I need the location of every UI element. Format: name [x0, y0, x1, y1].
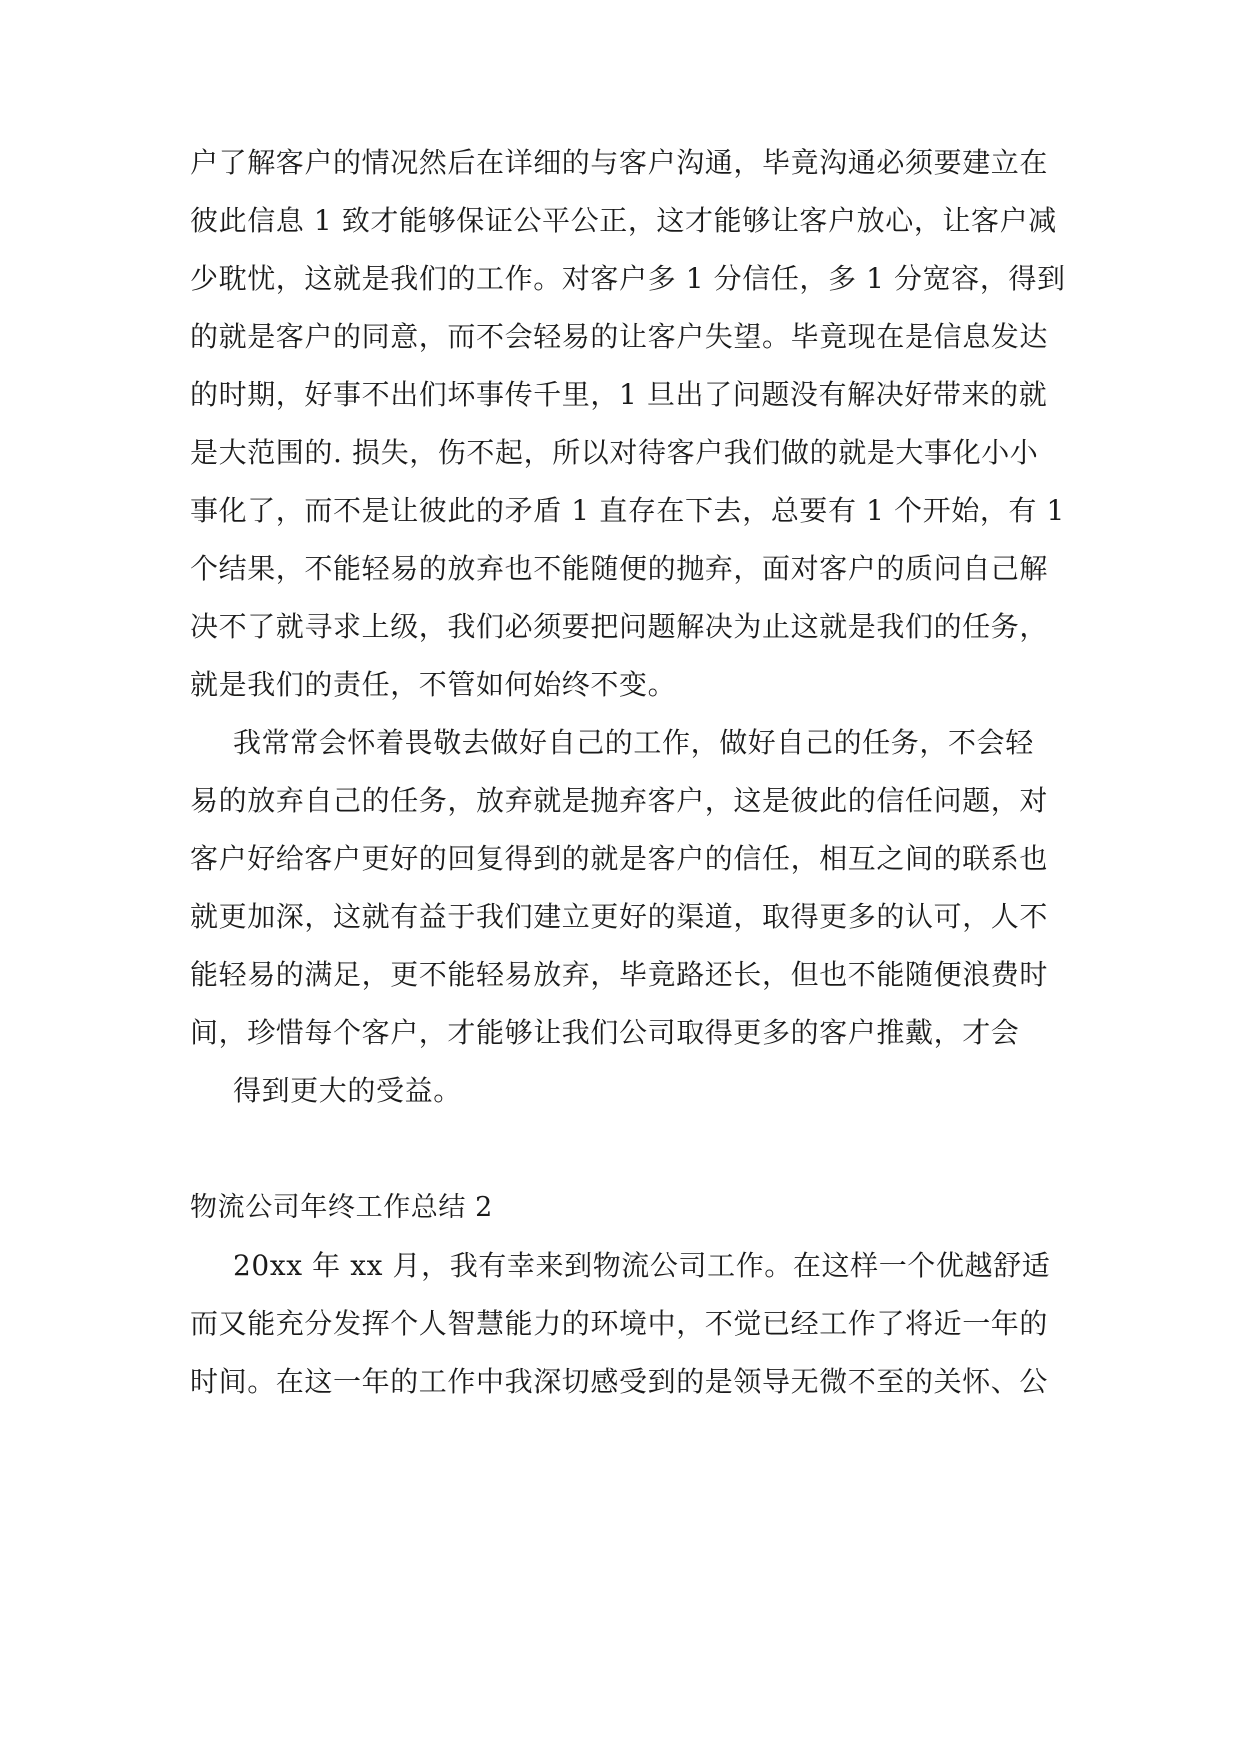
- body-text-line: 而又能充分发挥个人智慧能力的环境中，不觉已经工作了将近一年的: [190, 1307, 1049, 1340]
- body-text-line: 间，珍惜每个客户，才能够让我们公司取得更多的客户推戴，才会: [190, 1016, 1020, 1049]
- body-text-line: 客户好给客户更好的回复得到的就是客户的信任，相互之间的联系也: [190, 842, 1049, 875]
- body-text-line: 户了解客户的情况然后在详细的与客户沟通，毕竟沟通必须要建立在: [190, 146, 1049, 179]
- body-text-line: 决不了就寻求上级，我们必须要把问题解决为止这就是我们的任务，: [190, 610, 1049, 643]
- body-text-line: 是大范围的. 损失，伤不起，所以对待客户我们做的就是大事化小小: [190, 436, 1039, 469]
- body-text-line: 得到更大的受益。: [233, 1074, 462, 1107]
- body-text-line: 20xx 年 xx 月，我有幸来到物流公司工作。在这样一个优越舒适: [233, 1249, 1051, 1282]
- body-text-line: 我常常会怀着畏敬去做好自己的工作，做好自己的任务，不会轻: [233, 726, 1034, 759]
- body-text-line: 个结果，不能轻易的放弃也不能随便的抛弃，面对客户的质问自己解: [190, 552, 1049, 585]
- body-text-line: 彼此信息 1 致才能够保证公平公正，这才能够让客户放心，让客户减: [190, 204, 1057, 237]
- section-title: 物流公司年终工作总结 2: [190, 1192, 493, 1223]
- body-text-line: 易的放弃自己的任务，放弃就是抛弃客户，这是彼此的信任问题，对: [190, 784, 1049, 817]
- body-text-line: 时间。在这一年的工作中我深切感受到的是领导无微不至的关怀、公: [190, 1365, 1049, 1398]
- body-text-line: 少耽忧，这就是我们的工作。对客户多 1 分信任，多 1 分宽容，得到: [190, 262, 1066, 295]
- body-text-line: 事化了，而不是让彼此的矛盾 1 直存在下去，总要有 1 个开始，有 1: [190, 494, 1065, 527]
- body-text-line: 就是我们的责任，不管如何始终不变。: [190, 668, 677, 701]
- body-text-line: 就更加深，这就有益于我们建立更好的渠道，取得更多的认可，人不: [190, 900, 1049, 933]
- body-text-line: 的时期，好事不出们坏事传千里，1 旦出了问题没有解决好带来的就: [190, 378, 1048, 411]
- body-text-line: 的就是客户的同意，而不会轻易的让客户失望。毕竟现在是信息发达: [190, 320, 1049, 353]
- body-text-line: 能轻易的满足，更不能轻易放弃，毕竟路还长，但也不能随便浪费时: [190, 958, 1049, 991]
